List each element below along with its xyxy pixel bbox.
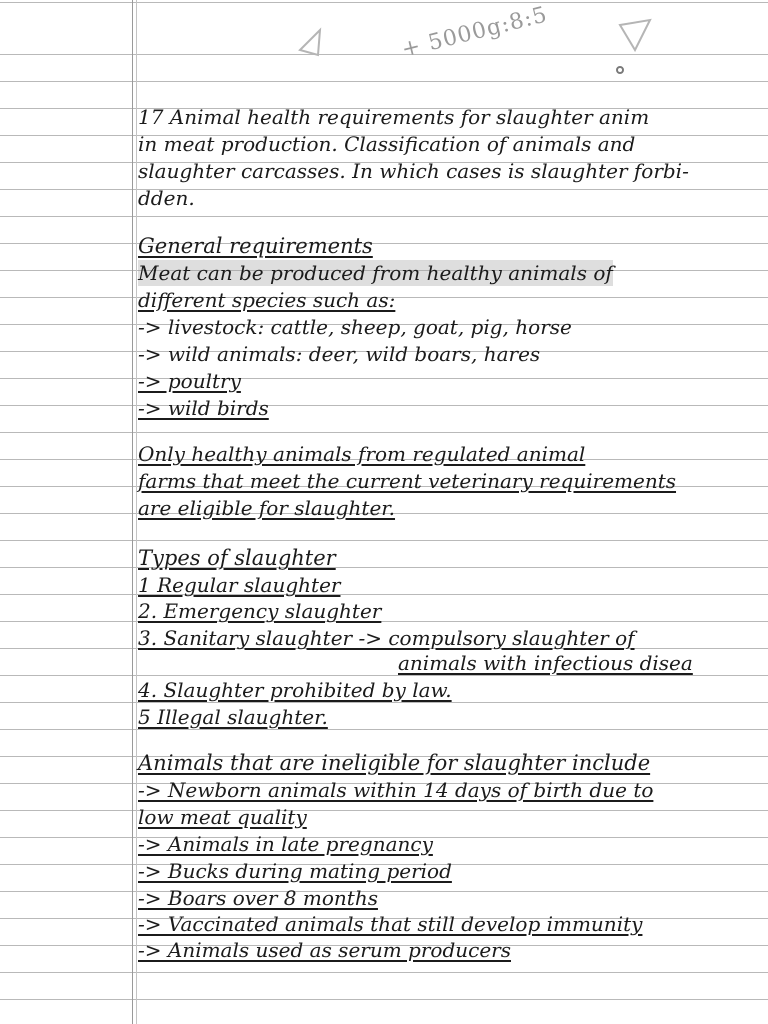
- types-item: 2. Emergency slaughter: [138, 599, 382, 623]
- healthy-line: are eligible for slaughter.: [138, 496, 396, 520]
- title-line: slaughter carcasses. In which cases is slaughter forbi-: [138, 159, 689, 183]
- ineligible-item: -> Vaccinated animals that still develop immunity: [138, 912, 643, 936]
- ineligible-item: -> Animals in late pregnancy: [138, 832, 433, 856]
- species-item: -> livestock: cattle, sheep, goat, pig, horse: [138, 315, 572, 339]
- ineligible-item: -> Boars over 8 months: [138, 886, 378, 910]
- healthy-line: Only healthy animals from regulated animal: [138, 442, 586, 466]
- ineligible-item: low meat quality: [138, 805, 307, 829]
- general-intro-line: Meat can be produced from healthy animals of: [138, 261, 613, 285]
- title-line: dden.: [138, 186, 195, 210]
- ineligible-item: -> Animals used as serum producers: [138, 938, 511, 962]
- scan-stamp-text: + 5000g:8:5: [399, 2, 551, 63]
- types-item: 1 Regular slaughter: [138, 573, 341, 597]
- types-item: 5 Illegal slaughter.: [138, 705, 328, 729]
- ineligible-heading: Animals that are ineligible for slaughter include: [138, 751, 651, 775]
- margin-line: [132, 0, 133, 1024]
- margin-line-secondary: [136, 0, 137, 1024]
- title-line: in meat production. Classification of animals and: [138, 132, 636, 156]
- types-heading: Types of slaughter: [138, 546, 336, 570]
- species-item: -> poultry: [138, 369, 241, 393]
- general-heading: General requirements: [138, 234, 373, 258]
- types-item: 3. Sanitary slaughter -> compulsory slaughter of: [138, 626, 635, 650]
- general-intro-line: different species such as:: [138, 288, 396, 312]
- species-item: -> wild animals: deer, wild boars, hares: [138, 342, 541, 366]
- species-item: -> wild birds: [138, 396, 269, 420]
- healthy-line: farms that meet the current veterinary requirements: [138, 469, 677, 493]
- scan-marks: [290, 2, 670, 80]
- title-line: 17 Animal health requirements for slaughter anim: [138, 105, 650, 129]
- types-item: 4. Slaughter prohibited by law.: [138, 678, 452, 702]
- ineligible-item: -> Newborn animals within 14 days of birth due to: [138, 778, 654, 802]
- ineligible-item: -> Bucks during mating period: [138, 859, 452, 883]
- types-item-continued: animals with infectious disea: [398, 651, 693, 675]
